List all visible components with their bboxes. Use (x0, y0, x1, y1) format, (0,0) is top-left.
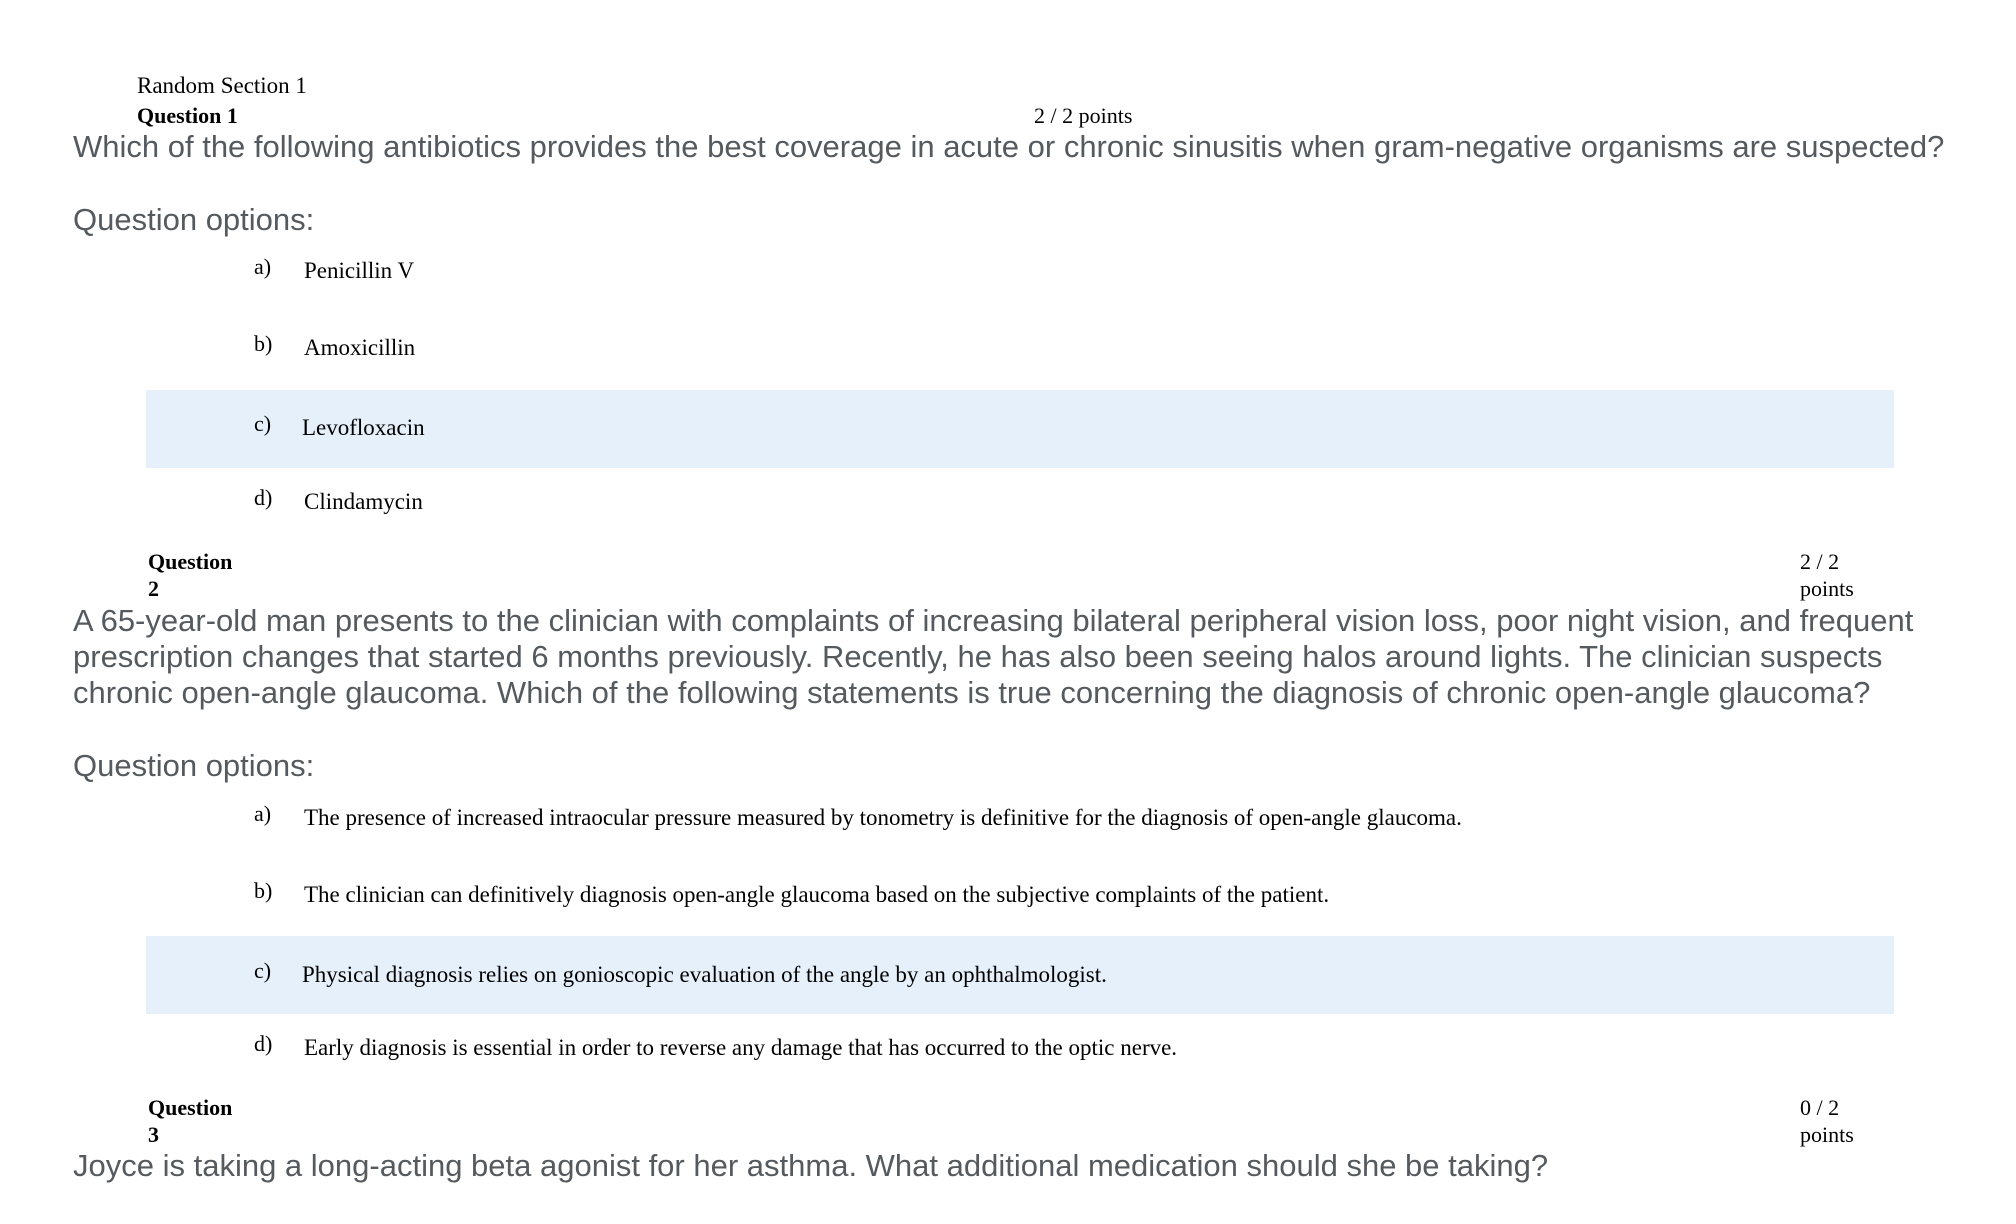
question-3-points-unit: points (1800, 1122, 1854, 1147)
option-text: Levofloxacin (302, 415, 425, 440)
question-1-text: Which of the following antibiotics provides the best coverage in acute or chronic sinusitis when gram-negative organisms are suspected? (73, 129, 1945, 164)
question-2-label-word: Question (148, 549, 233, 574)
question-1-option-a[interactable] (146, 246, 1894, 324)
option-letter: a) (254, 801, 272, 826)
option-text: Clindamycin (304, 489, 423, 514)
question-2-points-unit: points (1800, 576, 1854, 601)
question-1-points: 2 / 2 points (1034, 103, 1133, 128)
question-1-option-c[interactable] (146, 390, 1894, 468)
question-2-label (148, 548, 232, 602)
option-text: Physical diagnosis relies on gonioscopic evaluation of the angle by an ophthalmologist. (302, 962, 1107, 987)
section-title: Random Section 1 (137, 73, 307, 98)
question-3-label-word: Question (148, 1095, 233, 1120)
question-2-text: A 65-year-old man presents to the clinician with complaints of increasing bilateral peripheral vision loss, poor night vision, and frequent prescription changes that started 6 months previously. Recently, he has also been seeing halos around lights. The clinician suspects chronic open-angle glaucoma. Which of the following statements is true concerning the diagnosis of chronic open-angle glaucoma? (73, 603, 1914, 710)
option-text: The presence of increased intraocular pressure measured by tonometry is definitive for the diagnosis of open-angle glaucoma. (304, 805, 1462, 830)
question-3-points-score: 0 / 2 (1800, 1095, 1840, 1120)
option-text: The clinician can definitively diagnosis open-angle glaucoma based on the subjective complaints of the patient. (304, 882, 1330, 907)
question-1-label: Question 1 (137, 103, 238, 128)
option-letter: d) (254, 1031, 273, 1056)
question-3-label-number: 3 (148, 1122, 159, 1147)
option-letter: c) (254, 411, 272, 436)
question-3-label (148, 1094, 232, 1148)
question-3-points (1800, 1094, 1854, 1148)
question-1-option-d[interactable] (146, 477, 1894, 555)
option-letter: b) (254, 331, 273, 356)
question-2-option-a[interactable] (146, 793, 1894, 871)
question-2-options-label: Question options: (73, 748, 315, 783)
option-letter: d) (254, 485, 273, 510)
question-3-text: Joyce is taking a long-acting beta agonist for her asthma. What additional medication should she be taking? (73, 1148, 1549, 1183)
option-letter: a) (254, 254, 272, 279)
option-letter: c) (254, 958, 272, 983)
question-2-points (1800, 548, 1854, 602)
option-letter: b) (254, 878, 273, 903)
question-2-option-d[interactable] (146, 1023, 1894, 1101)
question-2-points-score: 2 / 2 (1800, 549, 1840, 574)
question-2-option-c[interactable] (146, 936, 1894, 1014)
question-2-label-number: 2 (148, 576, 159, 601)
option-text: Early diagnosis is essential in order to reverse any damage that has occurred to the optic nerve. (304, 1035, 1178, 1060)
option-text: Penicillin V (304, 258, 415, 283)
question-1-options-label: Question options: (73, 202, 315, 237)
option-text: Amoxicillin (304, 335, 416, 360)
